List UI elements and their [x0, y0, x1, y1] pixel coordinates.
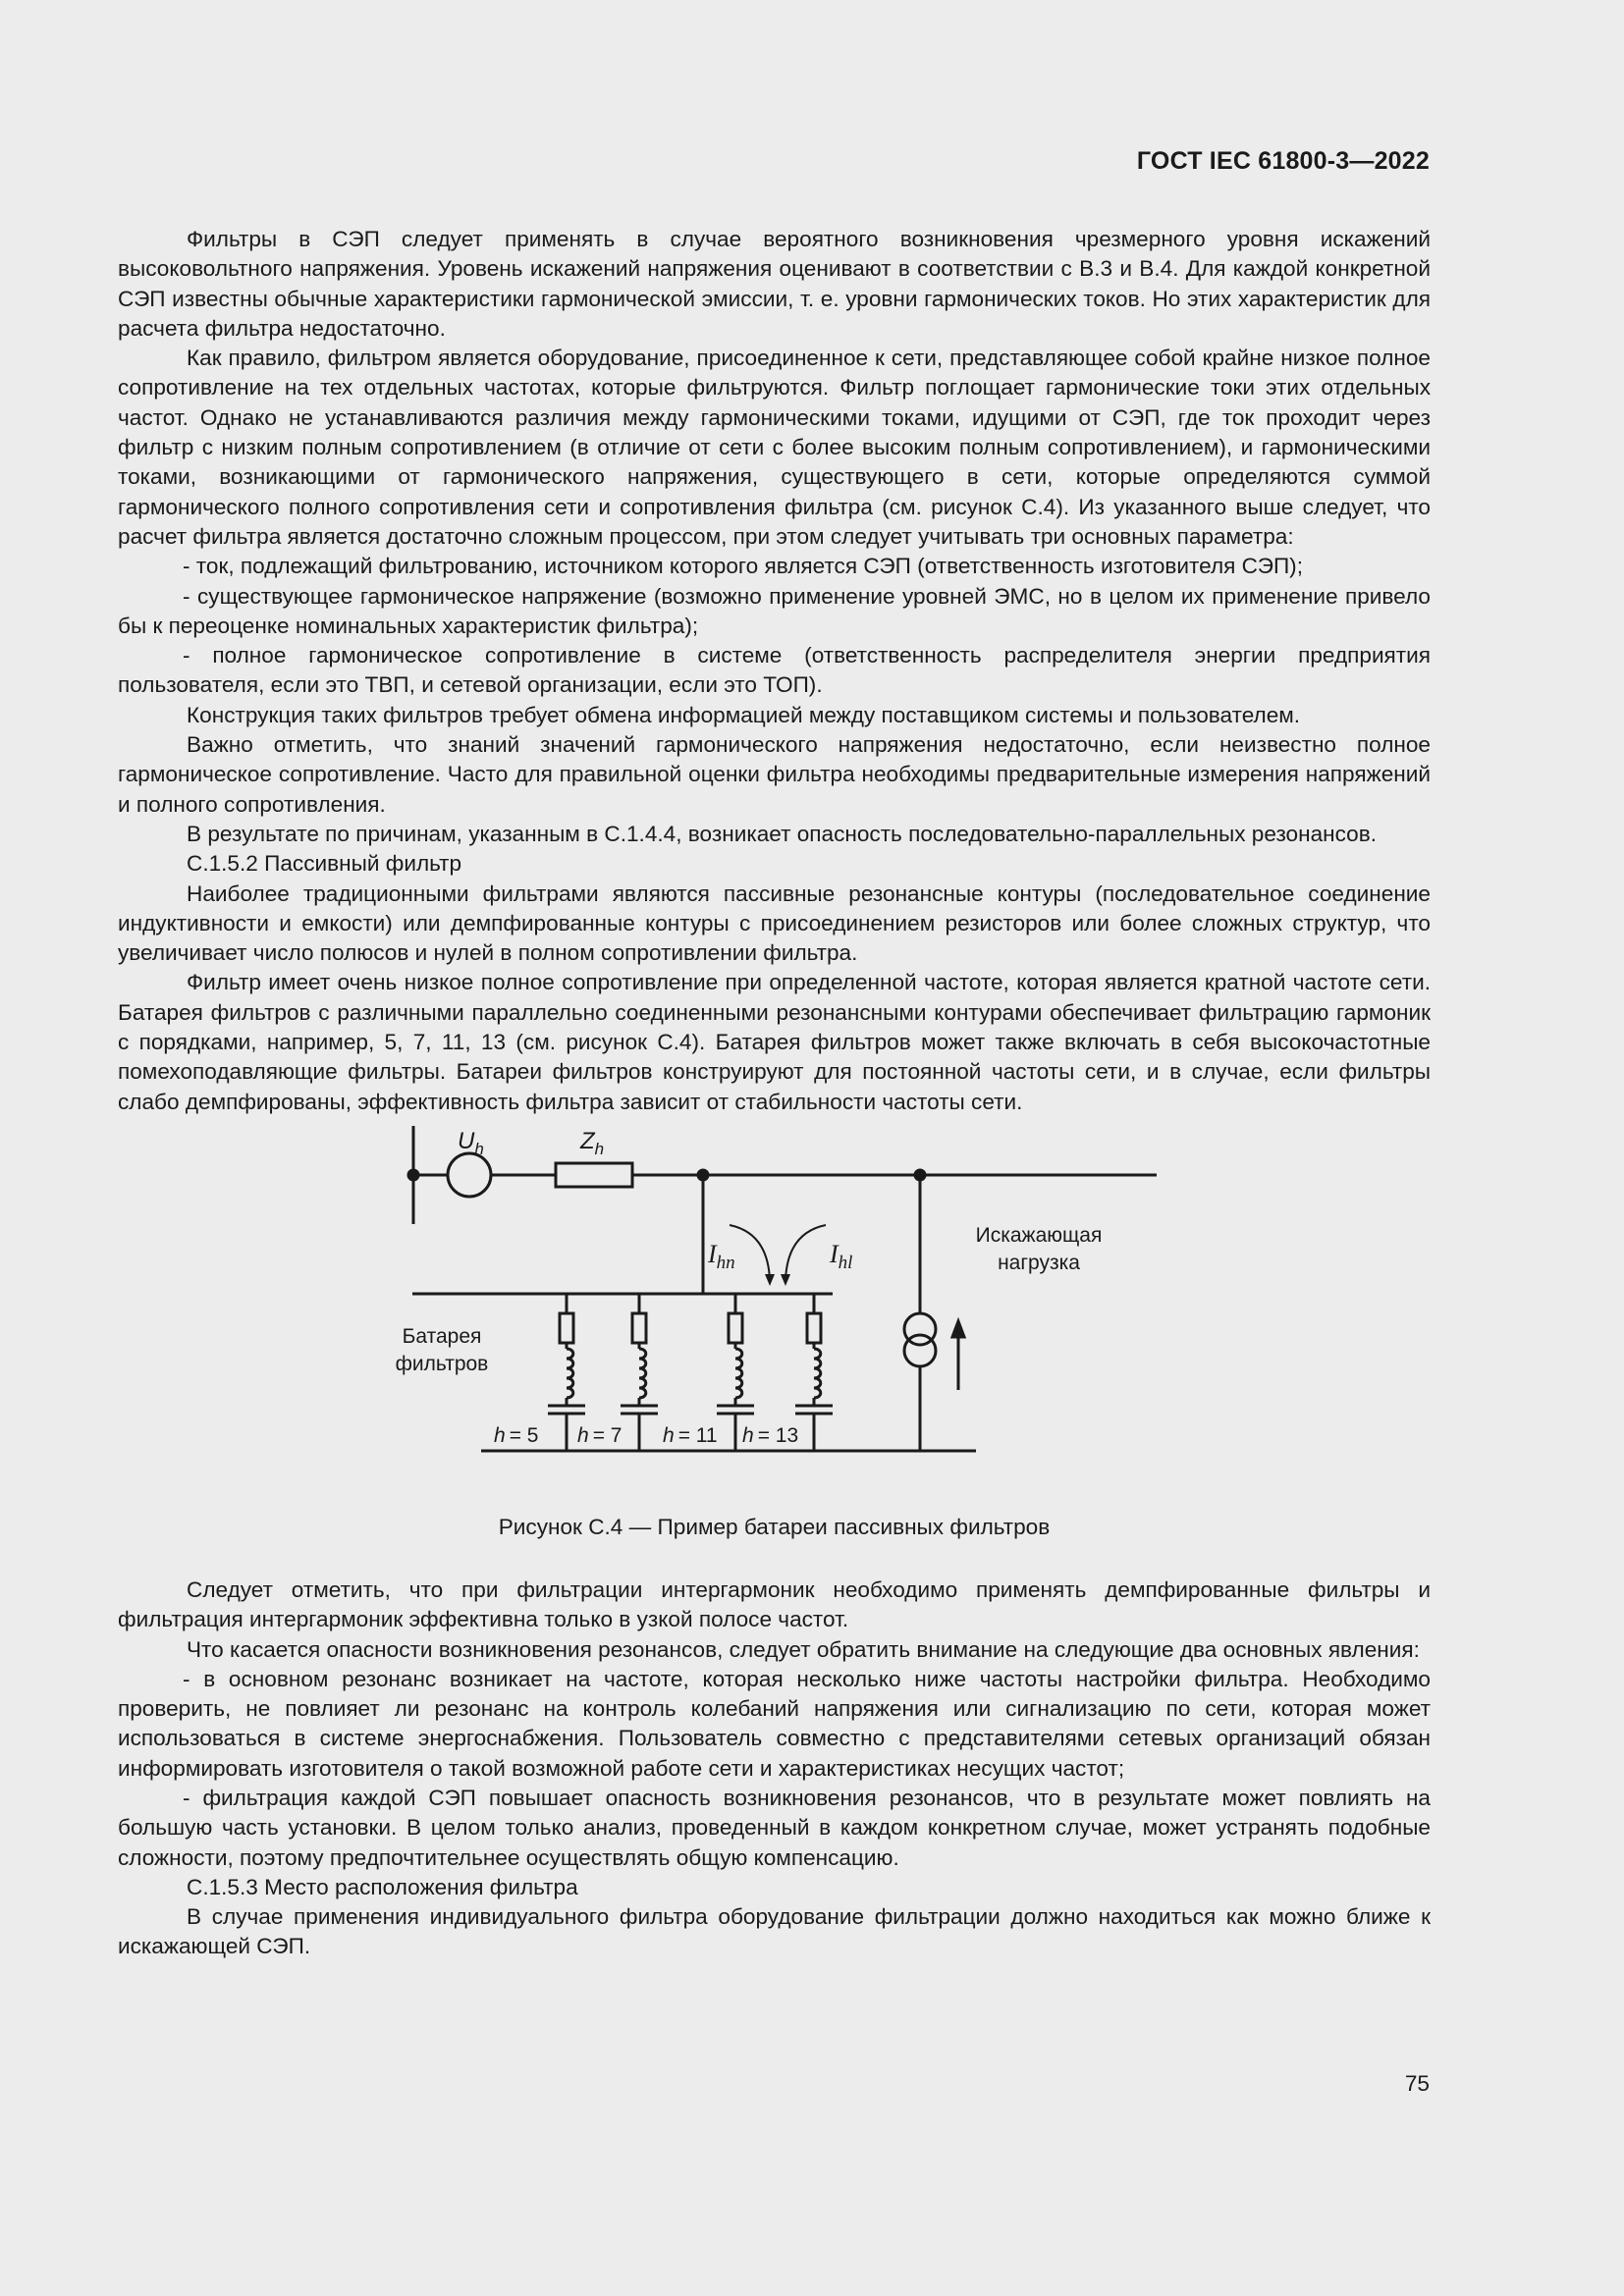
harmonic-label-h11: h = 11 [663, 1423, 718, 1447]
uh-label: $U_h$ [458, 1127, 484, 1158]
load-source-circle-bottom [904, 1335, 936, 1366]
paragraph: Важно отметить, что знаний значений гармонического напряжения недостаточно, если неизвестно полное гармоническое сопротивление. Часто для правильной оценки фильтра необходимы предварительные измерения напряжений и полного сопротивления. [118, 732, 1431, 817]
zh-label: $Z_h$ [580, 1127, 605, 1158]
filter-branch-h7 [621, 1294, 658, 1451]
list-item: - существующее гармоническое напряжение (возможно применение уровней ЭМС, но в целом их применение привело бы к переоценке номинальных характеристик фильтра); [118, 583, 1431, 638]
paragraph: Конструкция таких фильтров требует обмена информацией между поставщиком системы и пользователем. [187, 702, 1301, 727]
ihl-label: $I_{hl}$ [830, 1239, 853, 1273]
impedance-symbol [556, 1163, 632, 1187]
paragraph: Как правило, фильтром является оборудование, присоединенное к сети, представляющее собой крайне низкое полное сопротивление на тех отдельных частотах, которые фильтруются. Фильтр поглощает гармонические токи этих отдельных частот. Однако не устанавливаются различия между гармоническими токами, идущими от СЭП, где ток проходит через фильтр с низким полным сопротивлением (в отличие от сети с более высоким полным сопротивлением), и гармоническими токами, возникающими от гармонического напряжения, существующего в сети, которые определяются суммой гармонического полного сопротивления сети и сопротивления фильтра (см. рисунок С.4). Из указанного выше следует, что расчет фильтра является достаточно сложным процессом, при этом следует учитывать три основных параметра: [118, 346, 1431, 549]
harmonic-label-h13: h = 13 [742, 1423, 799, 1447]
list-item: - ток, подлежащий фильтрованию, источником которого является СЭП (ответственность изготовителя СЭП); [183, 554, 1303, 579]
load-arrowhead [952, 1321, 964, 1337]
distorting-load-label: нагрузка [998, 1251, 1080, 1274]
filter-bank-label: фильтров [395, 1352, 489, 1375]
paragraph: Фильтр имеет очень низкое полное сопротивление при определенной частоте, которая является кратной частоте сети. Батарея фильтров с различными параллельно соединенными резонансными контурами обеспечивает фильтрацию гармоник с порядками, например, 5, 7, 11, 13 (см. рисунок С.4). Батарея фильтров может также включать в себя высокочастотные помехоподавляющие фильтры. Батареи фильтров конструируют для постоянной частоты сети, и в случае, если фильтры слабо демпфированы, эффективность фильтра зависит от стабильности частоты сети. [118, 970, 1431, 1114]
filter-bank-diagram [118, 1117, 1431, 1513]
section-heading: С.1.5.2 Пассивный фильтр [187, 851, 462, 877]
voltage-source-symbol [448, 1153, 491, 1197]
ihn-label: $I_{hn}$ [708, 1239, 735, 1273]
list-item: - полное гармоническое сопротивление в системе (ответственность распределителя энергии предприятия пользователя, если это ТВП, и сетевой организации, если это ТОП). [118, 643, 1431, 698]
figure-caption: Рисунок С.4 — Пример батареи пассивных фильтров [498, 1514, 1051, 1539]
paragraph: В результате по причинам, указанным в С.1.4.4, возникает опасность последовательно-параллельных резонансов. [187, 821, 1378, 846]
list-item: - фильтрация каждой СЭП повышает опасность возникновения резонансов, что в результате может повлиять на большую часть установки. В целом только анализ, проведенный в каждом конкретном случае, может устранять подобные сложности, поэтому предпочтительнее осуществлять общую компенсацию. [118, 1785, 1431, 1870]
paragraph: В случае применения индивидуального фильтра оборудование фильтрации должно находиться как можно ближе к искажающей СЭП. [118, 1904, 1431, 1959]
ihl-arrowhead [781, 1274, 790, 1286]
harmonic-label-h5: h = 5 [494, 1423, 539, 1447]
paragraph: Фильтры в СЭП следует применять в случае вероятного возникновения чрезмерного уровня искажений высоковольтного напряжения. Уровень искажений напряжения оценивают в соответствии с B.3 и B.4. Для каждой конкретной СЭП известны обычные характеристики гармонической эмиссии, т. е. уровни гармонических токов. Но этих характеристик для расчета фильтра недостаточно. [118, 227, 1431, 341]
list-item: - в основном резонанс возникает на частоте, которая несколько ниже частоты настройки фильтра. Необходимо проверить, не повлияет ли резонанс на контроль колебаний напряжения или сигнализацию по сети, которая может использоваться в системе энергоснабжения. Пользователь совместно с представителями сетевых организаций обязан информировать изготовителя о такой возможной работе сети и характеристиках несущих частот; [118, 1666, 1431, 1781]
ihl-arrow [785, 1225, 826, 1280]
harmonic-label-h7: h = 7 [577, 1423, 623, 1447]
document-header: ГОСТ IEC 61800-3—2022 [1136, 147, 1430, 175]
ihn-arrowhead [765, 1274, 775, 1286]
filter-bank-label: Батарея [402, 1324, 482, 1348]
filter-branch-h13 [795, 1294, 833, 1451]
figure-c4 [118, 1117, 1431, 1513]
page-content [118, 225, 1431, 1962]
page-number: 75 [1404, 2071, 1430, 2096]
distorting-load-label: Искажающая [975, 1223, 1103, 1247]
ihn-arrow [730, 1225, 770, 1280]
section-heading: С.1.5.3 Место расположения фильтра [187, 1874, 578, 1899]
paragraph: Наиболее традиционными фильтрами являются пассивные резонансные контуры (последовательное соединение индуктивности и емкости) или демпфированные контуры с присоединением резисторов или более сложных структур, что увеличивает число полюсов и нулей в полном сопротивлении фильтра. [118, 881, 1431, 966]
paragraph: Что касается опасности возникновения резонансов, следует обратить внимание на следующие два основных явления: [187, 1636, 1420, 1662]
paragraph: Следует отметить, что при фильтрации интергармоник необходимо применять демпфированные фильтры и фильтрация интергармоник эффективна только в узкой полосе частот. [118, 1576, 1431, 1632]
